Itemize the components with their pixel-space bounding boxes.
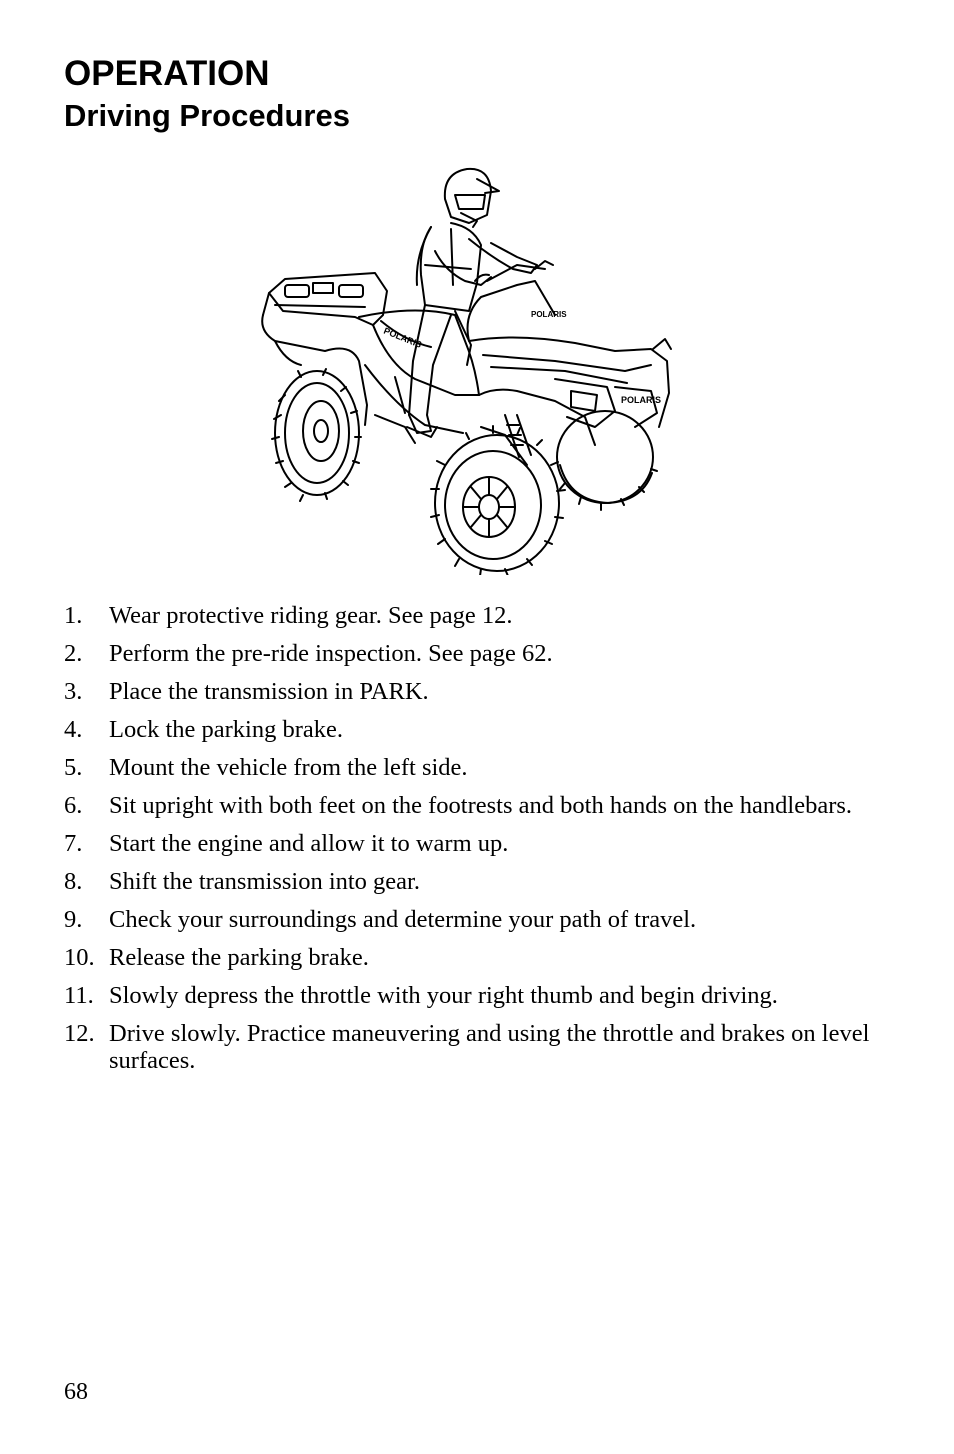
step-text: Drive slowly. Practice maneuvering and using the throttle and brakes on level surfaces. xyxy=(109,1020,870,1074)
step-number: 4. xyxy=(64,716,83,743)
step-number: 10. xyxy=(64,944,95,971)
step-text: Place the transmission in PARK. xyxy=(109,678,429,705)
section-title: OPERATION xyxy=(64,54,270,93)
step-text: Wear protective riding gear. See page 12. xyxy=(109,602,513,629)
step-text: Release the parking brake. xyxy=(109,944,369,971)
step-number: 5. xyxy=(64,754,83,781)
list-item xyxy=(64,868,884,895)
subsection-title: Driving Procedures xyxy=(64,98,350,133)
front-right-wheel xyxy=(557,411,657,510)
front-left-wheel xyxy=(431,426,565,575)
list-item xyxy=(64,982,884,1009)
list-item xyxy=(64,640,884,667)
step-number: 2. xyxy=(64,640,83,667)
step-number: 8. xyxy=(64,868,83,895)
list-item xyxy=(64,792,884,819)
rider xyxy=(407,169,553,437)
list-item xyxy=(64,716,884,743)
driving-steps-list xyxy=(64,602,884,1085)
brand-mark-side: POLARIS xyxy=(382,325,424,350)
step-text: Sit upright with both feet on the footrests and both hands on the handlebars. xyxy=(109,792,853,819)
brand-mark-front: POLARIS xyxy=(621,395,662,405)
step-number: 12. xyxy=(64,1020,95,1047)
list-item xyxy=(64,1020,884,1074)
step-number: 9. xyxy=(64,906,83,933)
step-number: 11. xyxy=(64,982,94,1009)
step-text: Perform the pre-ride inspection. See page 62. xyxy=(109,640,553,667)
front-body xyxy=(468,281,672,445)
list-item xyxy=(64,678,884,705)
step-text: Shift the transmission into gear. xyxy=(109,868,420,895)
brand-mark-tank: POLARIS xyxy=(531,310,567,319)
front-suspension xyxy=(481,415,531,465)
rear-left-wheel xyxy=(272,369,361,501)
list-item xyxy=(64,602,884,629)
atv-rider-illustration xyxy=(255,165,675,575)
list-item xyxy=(64,754,884,781)
page-number: 68 xyxy=(64,1379,88,1405)
step-number: 7. xyxy=(64,830,83,857)
list-item xyxy=(64,830,884,857)
step-text: Start the engine and allow it to warm up. xyxy=(109,830,509,857)
step-number: 3. xyxy=(64,678,83,705)
step-text: Slowly depress the throttle with your right thumb and begin driving. xyxy=(109,982,778,1009)
step-text: Mount the vehicle from the left side. xyxy=(109,754,468,781)
list-item xyxy=(64,944,884,971)
step-text: Check your surroundings and determine your path of travel. xyxy=(109,906,697,933)
step-text: Lock the parking brake. xyxy=(109,716,344,743)
step-number: 6. xyxy=(64,792,83,819)
step-number: 1. xyxy=(64,602,83,629)
list-item xyxy=(64,906,884,933)
